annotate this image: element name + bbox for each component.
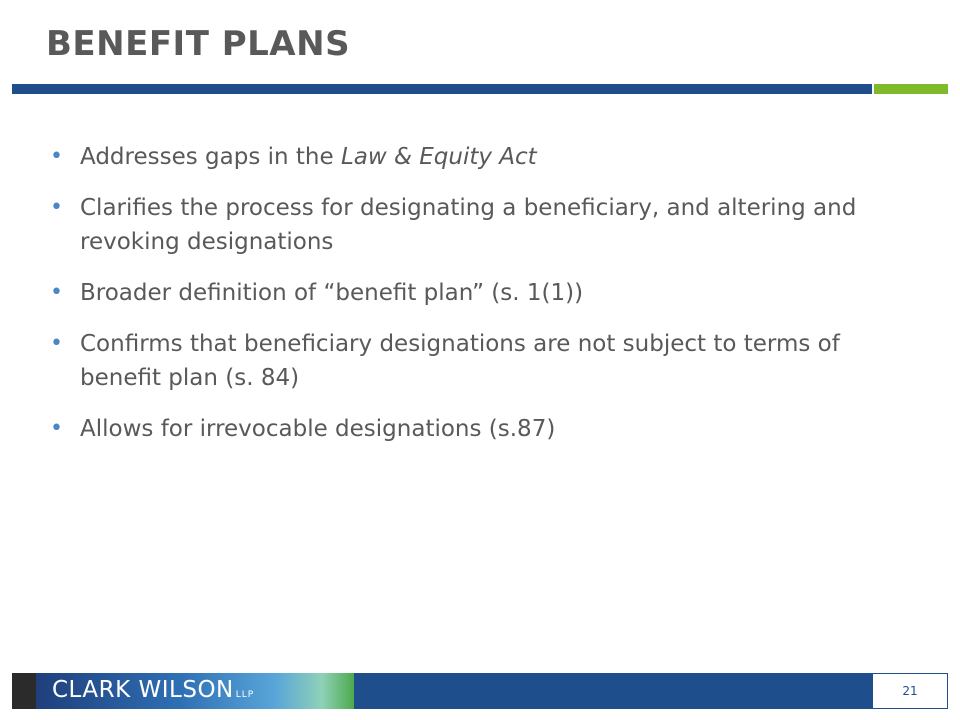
bullet-item — [50, 191, 870, 259]
title-divider-green — [874, 84, 948, 94]
bullet-text: Confirms that beneficiary designations are not subject to terms of benefit plan (s. 84) — [80, 331, 840, 391]
bullet-item — [50, 327, 870, 395]
company-logo — [52, 677, 254, 703]
bullet-item — [50, 276, 870, 310]
bullet-dot-icon: • — [50, 280, 63, 305]
footer-bar — [12, 673, 948, 709]
company-logo-suffix: LLP — [235, 690, 255, 700]
bullet-text-emphasis: Law & Equity Act — [340, 144, 537, 170]
page-number: 21 — [872, 673, 948, 709]
bullet-text: Addresses gaps in the — [80, 144, 341, 170]
company-logo-name: CLARK WILSON — [52, 677, 234, 703]
bullet-text: Clarifies the process for designating a beneficiary, and altering and revoking designations — [80, 195, 857, 255]
bullet-dot-icon: • — [50, 416, 63, 441]
bullet-dot-icon: • — [50, 331, 63, 356]
title-divider-blue — [12, 84, 872, 94]
bullet-dot-icon: • — [50, 144, 63, 169]
bullet-list — [50, 140, 870, 463]
bullet-item — [50, 140, 870, 174]
bullet-item — [50, 412, 870, 446]
bullet-text: Allows for irrevocable designations (s.87) — [80, 416, 556, 442]
title-divider — [12, 84, 948, 94]
bullet-dot-icon: • — [50, 195, 63, 220]
footer-dark-block — [12, 673, 36, 709]
slide-title: BENEFIT PLANS — [46, 24, 351, 64]
bullet-text: Broader definition of “benefit plan” (s. 1(1)) — [80, 280, 584, 306]
